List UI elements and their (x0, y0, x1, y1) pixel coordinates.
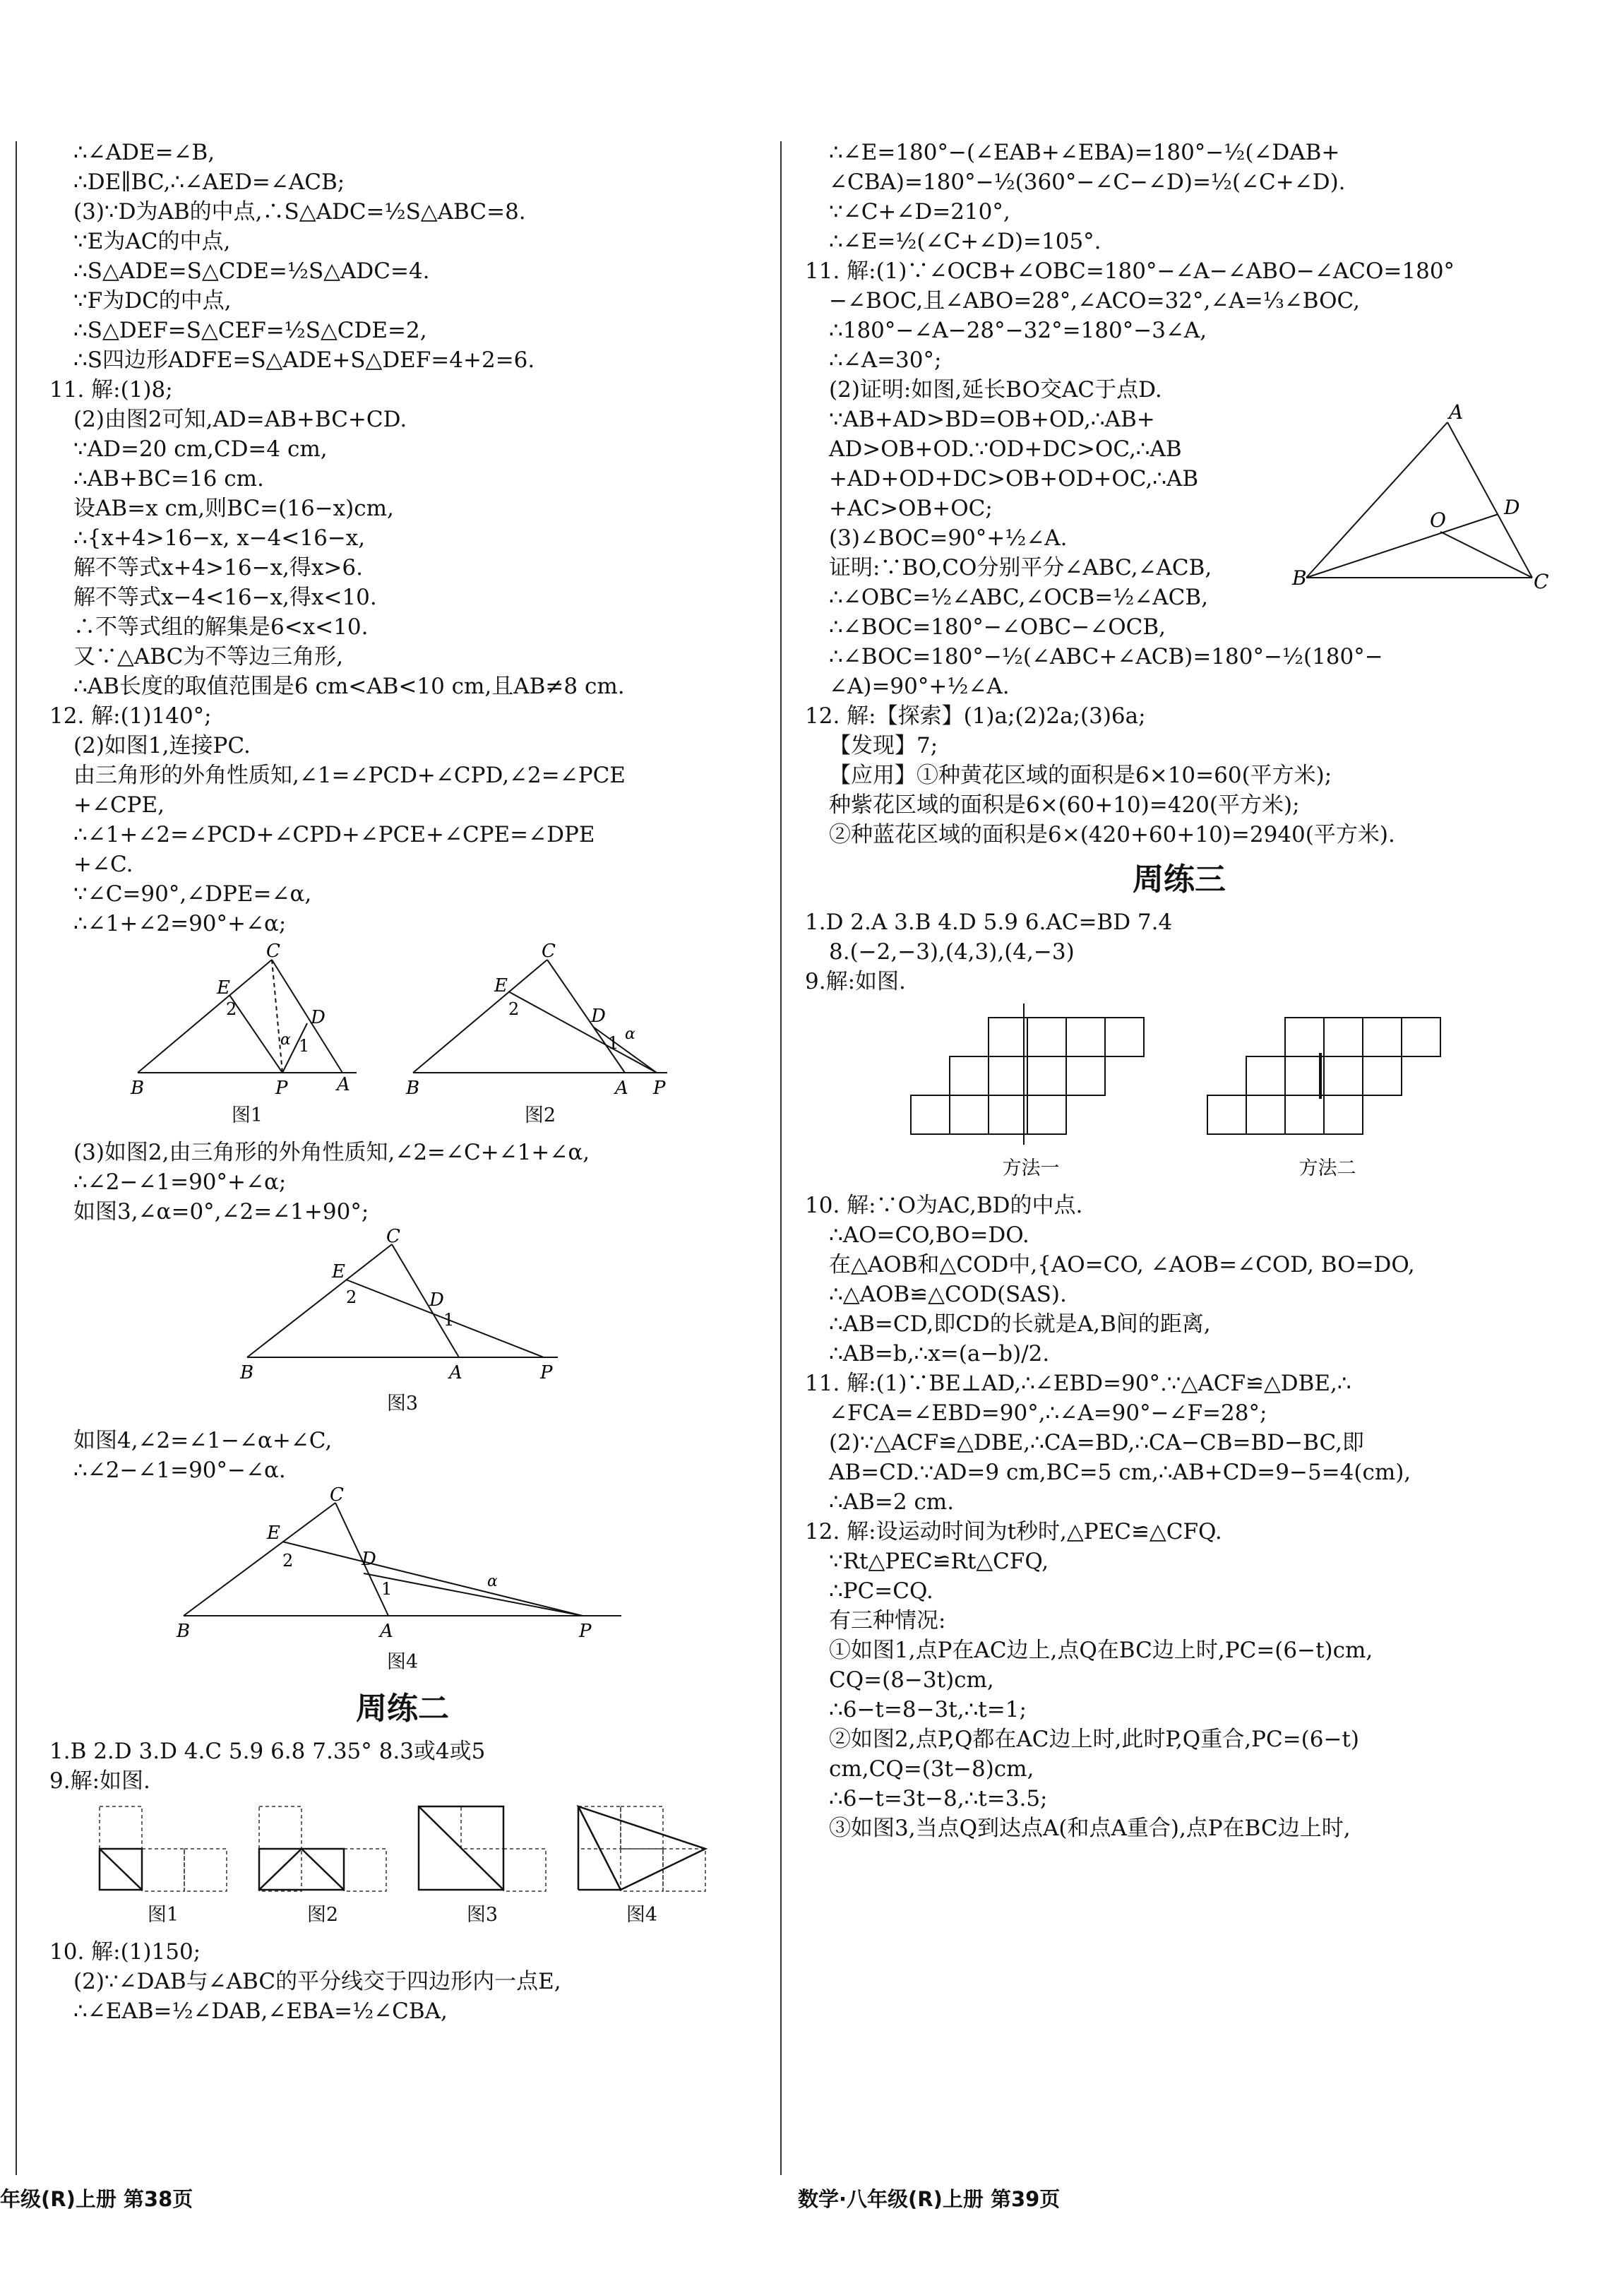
svg-text:D: D (1504, 496, 1520, 519)
week2-question-10 (42, 1937, 763, 2026)
text-line: ∴AB长度的取值范围是6 cm<AB<10 cm,且AB≠8 cm. (73, 674, 625, 699)
text-line: ∴∠E=½(∠C+∠D)=105°. (829, 229, 1101, 254)
text-line: (3)∠BOC=90°+½∠A. (829, 525, 1068, 551)
svg-text:α: α (487, 1573, 498, 1590)
text-line: 1.B 2.D 3.D 4.C 5.9 6.8 7.35° 8.3或4或5 (49, 1739, 486, 1764)
text-line: (2)证明:如图,延长BO交AC于点D. (829, 377, 1162, 403)
left-question-11 (42, 375, 763, 701)
text-line: 解不等式x+4>16−x,得x>6. (73, 555, 363, 580)
text-line: ∴S△DEF=S△CEF=½S△CDE=2, (73, 318, 427, 343)
figure-1-label: 图1 (231, 1104, 263, 1126)
text-line: 11. 解:(1)∵BE⊥AD,∴∠EBD=90°.∵△ACF≌△DBE,∴ (805, 1371, 1351, 1396)
figure-4-label: 图4 (386, 1651, 419, 1673)
text-line: −∠BOC,且∠ABO=28°,∠ACO=32°,∠A=⅓∠BOC, (829, 288, 1360, 314)
svg-text:α: α (625, 1025, 635, 1043)
text-line: 又∵△ABC为不等边三角形, (73, 644, 344, 669)
text-line: ∵Rt△PEC≌Rt△CFQ, (829, 1549, 1049, 1574)
text-line: ∴AB+BC=16 cm. (73, 466, 264, 492)
triangle-abc-diagram (1292, 400, 1549, 599)
grid-fig-4-label: 图4 (626, 1904, 658, 1926)
text-line: ①如图1,点P在AC边上,点Q在BC边上时,PC=(6−t)cm, (829, 1638, 1373, 1663)
right-column (798, 138, 1560, 1843)
week3-question-10 (798, 1191, 1560, 1369)
figure-3 (240, 1226, 565, 1419)
text-line: 有三种情况: (829, 1608, 946, 1633)
method-1-figure (911, 1003, 1151, 1184)
svg-text:D: D (311, 1007, 326, 1028)
text-line: (2)如图1,连接PC. (73, 733, 251, 758)
svg-text:A: A (337, 1074, 350, 1095)
svg-text:D: D (429, 1290, 444, 1311)
svg-text:B: B (1292, 566, 1307, 590)
figure-2-diagram (406, 941, 674, 1101)
text-line: ③如图3,当点Q到达点A(和点A重合),点P在BC边上时, (829, 1816, 1351, 1841)
text-line: ∴AB=b,∴x=(a−b)/2. (829, 1341, 1050, 1366)
text-line: (2)由图2可知,AD=AB+BC+CD. (73, 407, 407, 432)
text-line: ∵E为AC的中点, (73, 229, 231, 254)
text-line: ∴∠A=30°; (829, 347, 942, 373)
text-line: AB=CD.∵AD=9 cm,BC=5 cm,∴AB+CD=9−5=4(cm), (829, 1460, 1411, 1485)
text-line: ∴AB=CD,即CD的长就是A,B间的距离, (829, 1311, 1211, 1337)
left-question-12-fig4-text (42, 1426, 763, 1485)
svg-text:B: B (177, 1621, 191, 1642)
text-line: ②如图2,点P,Q都在AC边上时,此时P,Q重合,PC=(6−t) (829, 1727, 1359, 1752)
text-line: ∵AD=20 cm,CD=4 cm, (73, 436, 328, 462)
text-line: 由三角形的外角性质知,∠1=∠PCD+∠CPD,∠2=∠PCE (73, 763, 626, 788)
svg-text:C: C (386, 1226, 400, 1247)
fig-3-row (42, 1226, 763, 1419)
figure-3-diagram (240, 1226, 565, 1389)
text-line: AD>OB+OD.∵OD+DC>OC,∴AB (829, 436, 1182, 462)
svg-text:B: B (406, 1078, 420, 1099)
svg-text:E: E (217, 977, 230, 999)
text-line: 【发现】7; (829, 733, 938, 758)
text-line: (3)∵D为AB的中点,∴S△ADC=½S△ABC=8. (73, 199, 526, 225)
svg-text:1: 1 (608, 1033, 619, 1053)
figure-4-diagram (177, 1484, 628, 1648)
text-line: 11. 解:(1)∵∠OCB+∠OBC=180°−∠A−∠ABO−∠ACO=180° (805, 258, 1455, 284)
text-line: +AD+OD+DC>OB+OD+OC,∴AB (829, 466, 1199, 492)
text-line: 8.(−2,−3),(4,3),(4,−3) (829, 939, 1075, 965)
text-line: 10. 解:(1)150; (49, 1939, 201, 1965)
text-line: (2)∵∠DAB与∠ABC的平分线交于四边形内一点E, (73, 1969, 561, 1994)
svg-text:E: E (267, 1523, 280, 1544)
grid-fig-2-diagram (256, 1803, 390, 1891)
text-line: 9.解:如图. (805, 969, 906, 994)
text-line: ∵∠C+∠D=210°, (829, 199, 1010, 225)
figure-1-diagram (131, 941, 364, 1101)
text-line: ∠CBA)=180°−½(360°−∠C−∠D)=½(∠C+∠D). (829, 169, 1346, 195)
text-line: ∵AB+AD>BD=OB+OD,∴AB+ (829, 407, 1155, 432)
text-line: ∠A)=90°+½∠A. (829, 674, 1010, 699)
text-line: CQ=(8−3t)cm, (829, 1667, 994, 1693)
week3-net-figures (798, 1003, 1560, 1184)
svg-text:P: P (540, 1362, 553, 1383)
text-line: 【应用】①种黄花区域的面积是6×10=60(平方米); (829, 763, 1332, 788)
text-line: (3)如图2,由三角形的外角性质知,∠2=∠C+∠1+∠α, (73, 1140, 590, 1165)
svg-text:E: E (494, 975, 508, 996)
text-line: ∵F为DC的中点, (73, 288, 232, 314)
text-line: 如图3,∠α=0°,∠2=∠1+90°; (73, 1199, 369, 1225)
text-line: +∠C. (73, 852, 133, 877)
right-q11-wrapper (798, 256, 1560, 701)
section-title-week2: 周练二 (356, 1691, 449, 1727)
text-line: 如图4,∠2=∠1−∠α+∠C, (73, 1428, 333, 1453)
right-question-12 (798, 701, 1560, 850)
method-2-figure (1207, 1003, 1447, 1184)
text-line: ∴6−t=3t−8,∴t=3.5; (829, 1786, 1048, 1811)
text-line: 12. 解:【探索】(1)a;(2)2a;(3)6a; (805, 703, 1146, 729)
week3-answers (798, 907, 1560, 996)
text-line: 解不等式x−4<16−x,得x<10. (73, 585, 377, 610)
text-line: ∴DE∥BC,∴∠AED=∠ACB; (73, 169, 345, 195)
center-rule (780, 141, 782, 2175)
footer-right: 数学·八年级(R)上册 第39页 (798, 2187, 1061, 2211)
grid-fig-1-label: 图1 (147, 1904, 179, 1926)
text-line: ∴∠2−∠1=90°−∠α. (73, 1458, 286, 1483)
figure-1 (131, 941, 364, 1131)
text-line: ∴180°−∠A−28°−32°=180°−3∠A, (829, 318, 1207, 343)
method-2-label: 方法二 (1298, 1157, 1356, 1179)
svg-text:C: C (542, 941, 556, 962)
svg-text:D: D (362, 1549, 376, 1570)
figure-2 (406, 941, 674, 1131)
text-line: ∴6−t=8−3t,∴t=1; (829, 1697, 1027, 1722)
text-line: ∴∠2−∠1=90°+∠α; (73, 1169, 287, 1195)
text-line: ∴S四边形ADFE=S△ADE+S△DEF=4+2=6. (73, 347, 535, 373)
week2-grid-figures (42, 1803, 763, 1930)
text-line: ∠FCA=∠EBD=90°,∴∠A=90°−∠F=28°; (829, 1400, 1267, 1426)
svg-text:C: C (1534, 570, 1549, 593)
svg-text:1: 1 (381, 1579, 393, 1599)
figure-3-label: 图3 (386, 1393, 419, 1415)
text-line: 1.D 2.A 3.B 4.D 5.9 6.AC=BD 7.4 (805, 910, 1173, 935)
svg-text:A: A (449, 1362, 462, 1383)
svg-text:2: 2 (282, 1551, 294, 1571)
text-line: 在△AOB和△COD中,{AO=CO, ∠AOB=∠COD, BO=DO, (829, 1252, 1415, 1278)
svg-text:P: P (579, 1621, 592, 1642)
week3-question-12 (798, 1517, 1560, 1843)
svg-text:1: 1 (299, 1036, 310, 1056)
left-question-12-part3 (42, 1138, 763, 1227)
svg-text:1: 1 (443, 1310, 455, 1330)
grid-fig-1-diagram (96, 1803, 230, 1891)
svg-text:2: 2 (346, 1287, 357, 1307)
svg-text:2: 2 (508, 999, 520, 1019)
section-title-week3: 周练三 (1133, 862, 1226, 898)
svg-text:α: α (280, 1031, 291, 1049)
text-line: ∵∠C=90°,∠DPE=∠α, (73, 881, 312, 907)
left-margin-rule (16, 141, 17, 2175)
fig-4-row (42, 1484, 763, 1677)
grid-fig-2-label: 图2 (306, 1904, 339, 1926)
text-line: ∴S△ADE=S△CDE=½S△ADC=4. (73, 258, 430, 284)
left-column (42, 138, 763, 2026)
svg-text:B: B (240, 1362, 254, 1383)
right-pre-block (798, 138, 1560, 256)
text-line: ∴∠1+∠2=∠PCD+∠CPD+∠PCE+∠CPE=∠DPE (73, 822, 595, 847)
text-line: +AC>OB+OC; (829, 496, 993, 521)
week3-question-11 (798, 1369, 1560, 1517)
svg-text:A: A (1449, 400, 1464, 424)
text-line: ∴∠BOC=180°−∠OBC−∠OCB, (829, 614, 1166, 640)
grid-fig-4-diagram (575, 1803, 709, 1891)
text-line: ∴∠E=180°−(∠EAB+∠EBA)=180°−½(∠DAB+ (829, 140, 1340, 165)
text-line: 12. 解:设运动时间为t秒时,△PEC≌△CFQ. (805, 1519, 1222, 1544)
svg-text:P: P (653, 1078, 666, 1099)
text-line: ∴PC=CQ. (829, 1578, 933, 1604)
text-line: 11. 解:(1)8; (49, 377, 173, 403)
method-1-diagram (911, 1003, 1151, 1145)
text-line: +∠CPE, (73, 792, 165, 818)
week2-grid-fig-3 (415, 1803, 549, 1930)
week2-grid-fig-4 (575, 1803, 709, 1930)
grid-fig-3-diagram (415, 1803, 549, 1891)
week2-grid-fig-1 (96, 1803, 230, 1930)
figure-4 (177, 1484, 628, 1677)
svg-text:P: P (275, 1078, 288, 1099)
text-line: ∴不等式组的解集是6<x<10. (73, 614, 369, 640)
figure-2-label: 图2 (524, 1104, 556, 1126)
text-line: ∴∠BOC=180°−½(∠ABC+∠ACB)=180°−½(180°− (829, 644, 1383, 669)
text-line: 种紫花区域的面积是6×(60+10)=420(平方米); (829, 792, 1300, 818)
svg-text:A: A (380, 1621, 393, 1642)
text-line: 9.解:如图. (49, 1768, 150, 1794)
text-line: 设AB=x cm,则BC=(16−x)cm, (73, 496, 394, 521)
text-line: ∴∠ADE=∠B, (73, 140, 215, 165)
svg-text:C: C (266, 941, 280, 962)
left-pre-block (42, 138, 763, 375)
text-line: ∴∠1+∠2=90°+∠α; (73, 911, 287, 936)
footer-left: 年级(R)上册 第38页 (0, 2187, 193, 2211)
svg-text:D: D (591, 1006, 606, 1027)
svg-text:E: E (332, 1261, 345, 1282)
text-line: ②种蓝花区域的面积是6×(420+60+10)=2940(平方米). (829, 822, 1395, 847)
text-line: ∴AO=CO,BO=DO. (829, 1222, 1029, 1248)
text-line: 10. 解:∵O为AC,BD的中点. (805, 1193, 1083, 1218)
text-line: ∴∠OBC=½∠ABC,∠OCB=½∠ACB, (829, 585, 1209, 610)
week2-answers (42, 1737, 763, 1796)
svg-text:O: O (1430, 508, 1446, 532)
fig-1-2-row (42, 941, 763, 1131)
svg-text:B: B (131, 1078, 145, 1099)
text-line: ∴△AOB≌△COD(SAS). (829, 1282, 1067, 1307)
text-line: ∴{x+4>16−x, x−4<16−x, (73, 525, 366, 551)
svg-text:C: C (330, 1484, 344, 1506)
svg-text:2: 2 (226, 999, 237, 1019)
left-question-12 (42, 701, 763, 939)
text-line: 证明:∵BO,CO分别平分∠ABC,∠ACB, (829, 555, 1212, 580)
svg-text:A: A (615, 1078, 628, 1099)
method-1-label: 方法一 (1002, 1157, 1060, 1179)
grid-fig-3-label: 图3 (466, 1904, 498, 1926)
method-2-diagram (1207, 1003, 1447, 1145)
text-line: ∴AB=2 cm. (829, 1489, 955, 1515)
text-line: cm,CQ=(3t−8)cm, (829, 1756, 1034, 1782)
text-line: ∴∠EAB=½∠DAB,∠EBA=½∠CBA, (73, 1999, 448, 2024)
week2-grid-fig-2 (256, 1803, 390, 1930)
text-line: 12. 解:(1)140°; (49, 703, 212, 729)
text-line: (2)∵△ACF≌△DBE,∴CA=BD,∴CA−CB=BD−BC,即 (829, 1430, 1364, 1455)
